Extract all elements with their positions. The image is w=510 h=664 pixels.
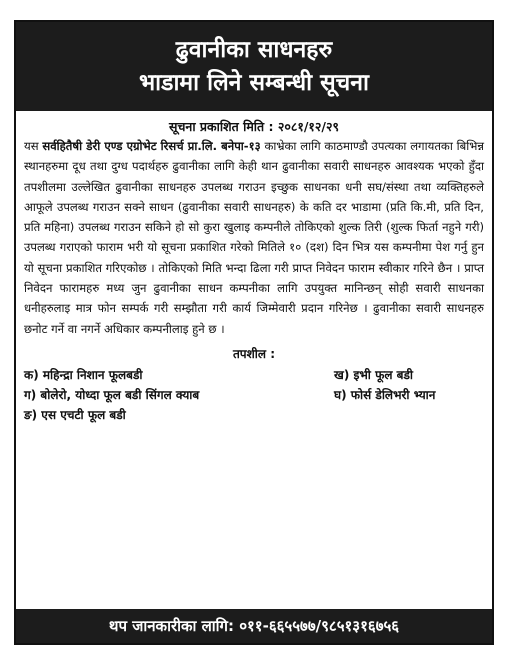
notice-title-line2: भाडामा लिने सम्बन्धी सूचना bbox=[139, 70, 369, 96]
notice-header bbox=[16, 22, 492, 111]
vehicle-item-nga: ङ) एस एचटी फूल बडी bbox=[24, 407, 126, 422]
published-date: सूचना प्रकाशित मिति : २०८१/१२/२९ bbox=[169, 119, 339, 134]
company-name: सर्वहितैषी डेरी एण्ड एग्रोभेट रिसर्च प्रा.लि. बनेपा-१३ bbox=[42, 139, 261, 153]
notice-body bbox=[16, 136, 492, 339]
contact-footer: थप जानकारीका लागि: ०११-६६५५७७/९८५१३१६७५६ bbox=[16, 609, 492, 643]
vehicle-list bbox=[16, 365, 492, 445]
notice-card bbox=[14, 20, 494, 645]
vehicle-item-kha: ख) इभी फूल बडी bbox=[334, 367, 414, 382]
notice-title-line1: ढुवानीका साधनहरु bbox=[175, 37, 333, 63]
body-text: काभ्रेका लागि काठमाण्डौ उपत्यका लगायतका बिभिन्न स्थानहरुमा दूध तथा दुग्ध पदार्थहरु ढुवानीका लागि केही थान ढुवानीका सवारी साधनहरु आवश्यक भएको हुँदा तपशीलमा उल्लेखित ढुवानीका साधनहरु उपलब्ध गराउन इच्छुक साधनका धनी सघ/संस्था तथा व्यक्तिहरुले आफूले उपलब्ध गराउन सक्ने साधन (ढुवानीका सवारी साधनहरु) के कति दर भाडामा (प्रति कि.मी, प्रति दिन, प्रति महिना) उपलब्ध गराउन सकिने हो सो कुरा खुलाइ कम्पनीले तोकिएको शुल्क तिरी (शुल्क फिर्ता नहुने गरी) उपलब्ध गराएको फाराम भरी यो सूचना प्रकाशित गरेको मितिले १० (दश) दिन भित्र यस कम्पनीमा पेश गर्नु हुन यो सूचना प्रकाशित गरिएकोछ । तोकिएको मिति भन्दा ढिला गरी प्राप्त निवेदन फाराम स्वीकार गरिने छैन । प्राप्त निवेदन फारामहरु मध्य जुन ढुवानीका साधन कम्पनीका लागि उपयुक्त मानिन्छन् सोही सवारी साधनका धनीहरुलाइ मात्र फोन सम्पर्क गरी सम्झौता गरी कार्य जिम्मेवारी प्रदान गरिनेछ । ढुवानीका सवारी साधनहरु छनोट गर्ने वा नगर्ने अधिकार कम्पनीलाइ हुने छ । bbox=[24, 139, 485, 336]
vehicle-item-ga: ग) बोलेरो, योध्दा फूल बडी सिंगल क्याब bbox=[24, 387, 200, 402]
body-intro: यस bbox=[24, 139, 43, 153]
vehicle-item-gha: घ) फोर्स डेलिभरी भ्यान bbox=[334, 387, 436, 402]
vehicle-item-ka: क) महिन्द्रा निशान फूलबडी bbox=[24, 367, 143, 382]
details-heading: तपशील : bbox=[232, 346, 276, 361]
